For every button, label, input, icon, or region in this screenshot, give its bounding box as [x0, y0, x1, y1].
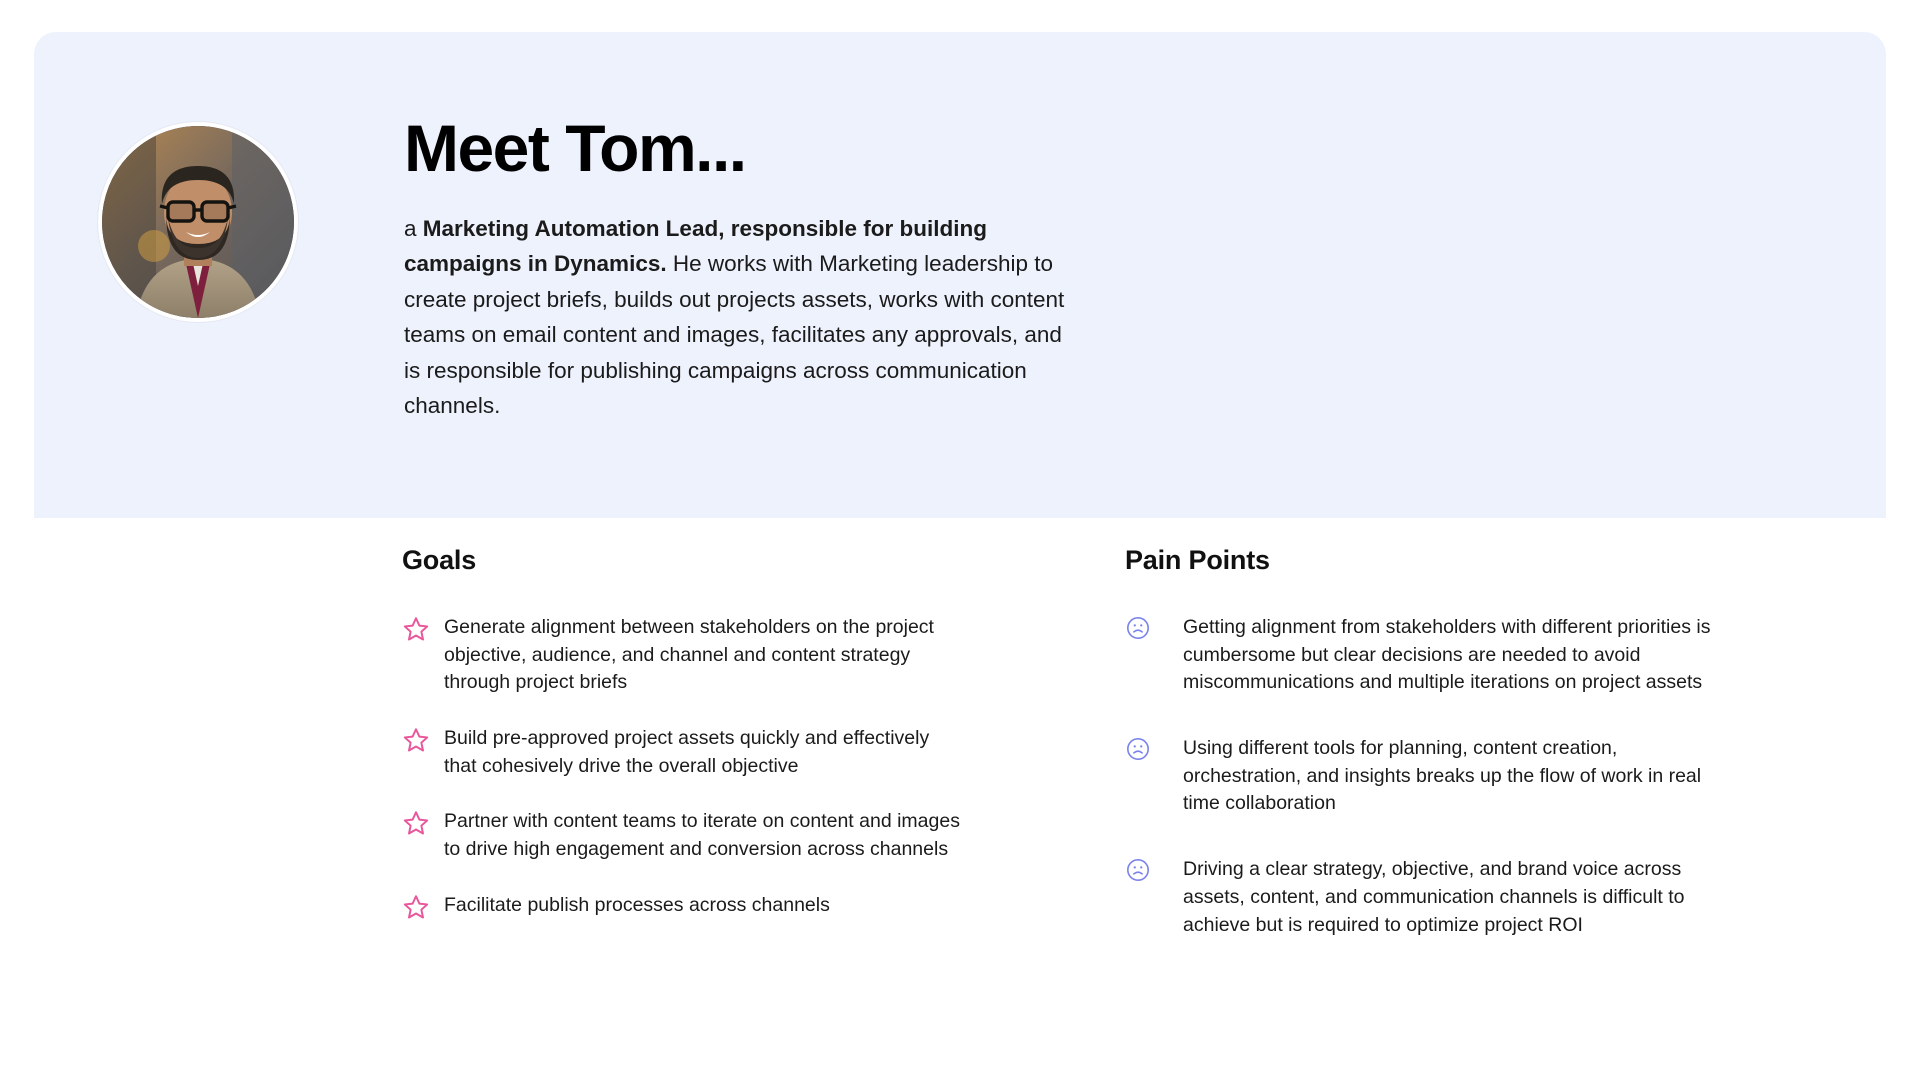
list-item [402, 808, 1002, 863]
pain-point-text: Driving a clear strategy, objective, and brand voice across assets, content, and communication channels is difficult to achieve but is required to optimize project ROI [1183, 858, 1685, 936]
pain-point-text: Getting alignment from stakeholders with different priorities is cumbersome but clear decisions are needed to avoid miscommunications and multiple iterations on project assets [1183, 616, 1711, 694]
goal-text: Partner with content teams to iterate on content and images to drive high engagement and conversion across channels [444, 810, 960, 861]
list-item [402, 892, 1002, 921]
goal-text: Build pre-approved project assets quickly and effectively that cohesively drive the overall objective [444, 727, 930, 777]
description-role: Marketing Automation Lead, responsible for building campaigns in Dynamics. [404, 215, 987, 277]
pain-point-text: Using different tools for planning, content creation, orchestration, and insights breaks up the flow of work in real time collaboration [1183, 737, 1702, 815]
frowning-face-icon [1125, 736, 1183, 762]
frowning-face-icon [1125, 615, 1183, 641]
description-prefix: a [404, 215, 423, 241]
avatar-image [102, 126, 294, 318]
list-item [1125, 856, 1725, 939]
star-icon [402, 726, 444, 754]
list-item [402, 725, 1002, 780]
pain-points-title: Pain Points [1125, 545, 1270, 575]
hero-text-block [404, 112, 1104, 424]
list-item [402, 614, 1002, 697]
goal-text: Generate alignment between stakeholders on the project objective, audience, and channel and content strategy through project briefs [444, 616, 934, 694]
goals-title: Goals [402, 545, 477, 575]
goals-section [402, 545, 1002, 949]
pain-points-section [1125, 545, 1725, 977]
hero-section [34, 32, 1886, 518]
list-item [1125, 735, 1725, 818]
page-title: Meet Tom... [404, 111, 746, 185]
avatar [98, 122, 298, 322]
star-icon [402, 893, 444, 921]
list-item [1125, 614, 1725, 697]
persona-description [404, 211, 1076, 424]
star-icon [402, 615, 444, 643]
goal-text: Facilitate publish processes across channels [444, 893, 830, 916]
star-icon [402, 809, 444, 837]
frowning-face-icon [1125, 857, 1183, 883]
description-rest: He works with Marketing leadership to create project briefs, builds out projects assets, works with content teams on email content and images, facilitates any approvals, and is responsible for publishing campaigns across communication channels. [404, 251, 1065, 419]
